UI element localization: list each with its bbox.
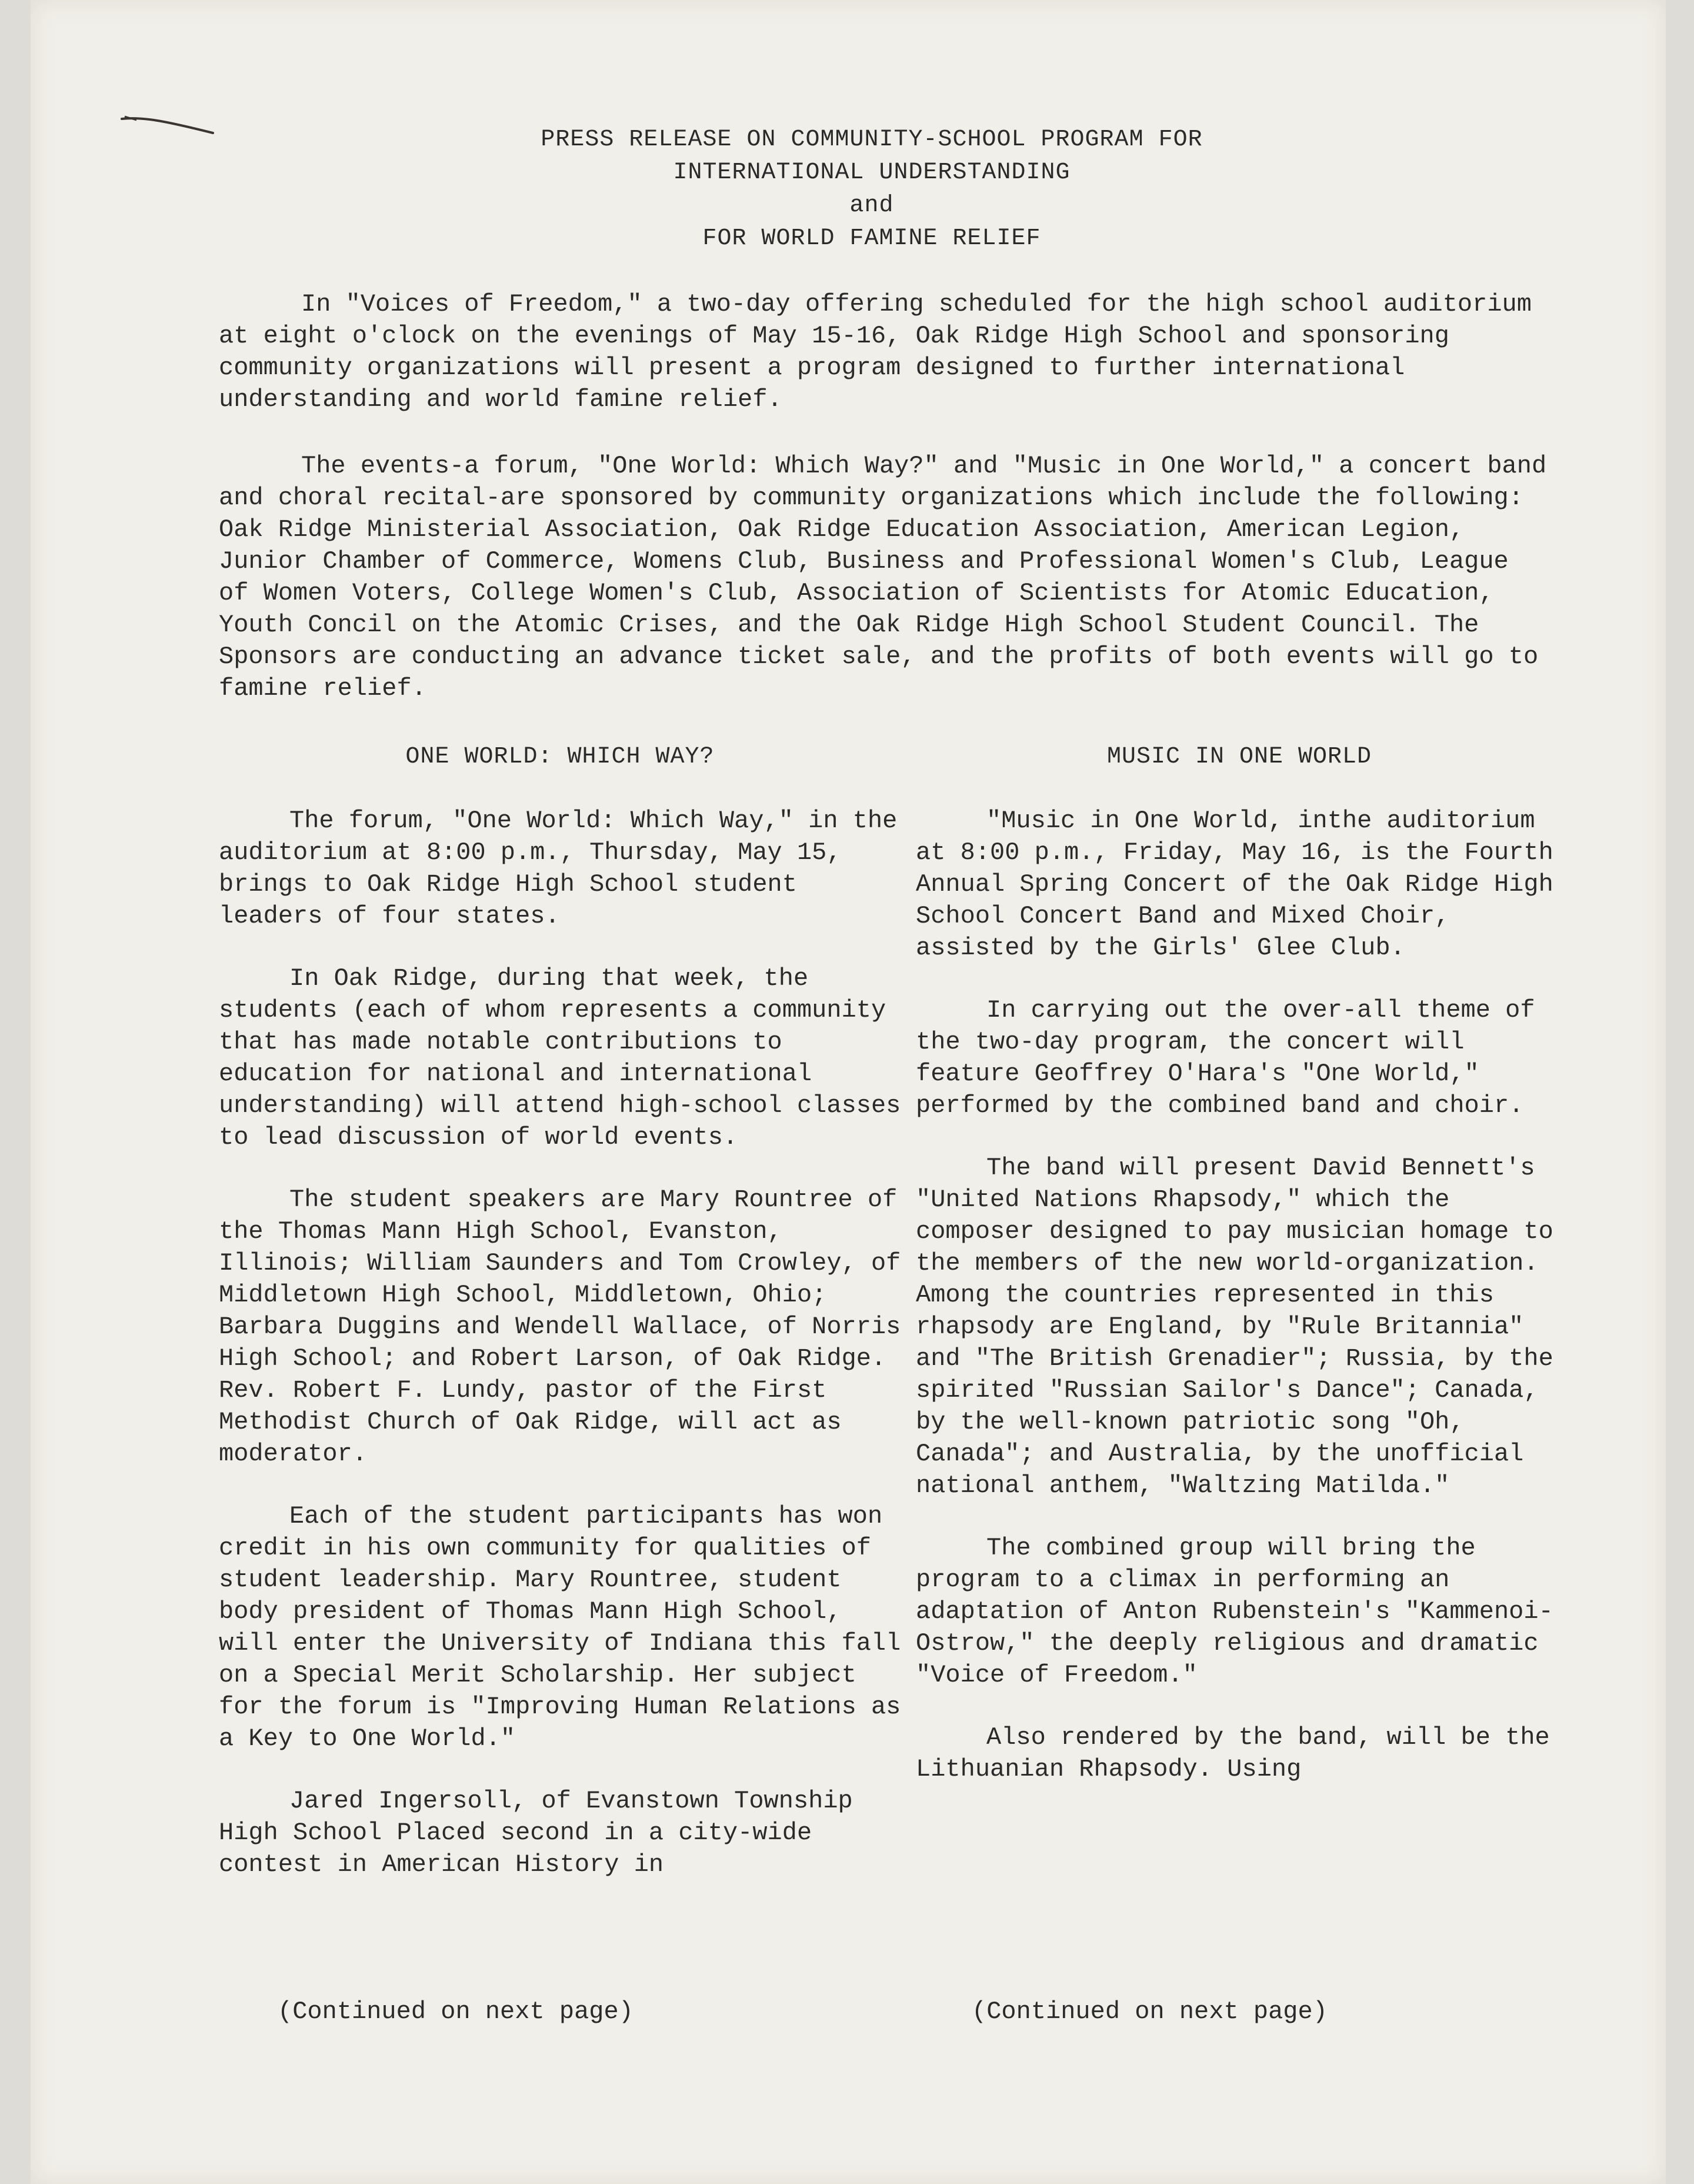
intro-paragraph-1-block <box>219 288 1548 415</box>
right-continued-note: (Continued on next page) <box>972 1997 1328 2026</box>
left-column-heading: ONE WORLD: WHICH WAY? <box>405 744 715 770</box>
heading-line-1: PRESS RELEASE ON COMMUNITY-SCHOOL PROGRAM FOR <box>541 126 1203 153</box>
left-paragraph-4: Each of the student participants has won credit in his own community for qualities of student leadership. Mary Rountree, student body president of Thomas Mann High School, will enter the University of Indiana this fall on a Special Merit Scholarship. Her subject for the forum is "Improving Human Relations as a Key to One World." <box>219 1502 901 1753</box>
heading-line-3: and <box>849 192 894 219</box>
pen-mark-decoration <box>119 112 219 135</box>
left-paragraph-3: The student speakers are Mary Rountree of the Thomas Mann High School, Evanston, Illinois; William Saunders and Tom Crowley, of Middletown High School, Middletown, Ohio; Barbara Duggins and Wendell Wallace, of Norris High School; and Robert Larson, of Oak Ridge. Rev. Robert F. Lundy, pastor of the First Methodist Church of Oak Ridge, will act as moderator. <box>219 1186 901 1468</box>
left-paragraph-2: In Oak Ridge, during that week, the students (each of whom represents a community that has made notable contributions to education for national and international understanding) will attend high-school classes to lead discussion of world events. <box>219 964 901 1151</box>
right-paragraph-4: The combined group will bring the program to a climax in performing an adaptation of Anton Rubenstein's "Kammenoi-Ostrow," the deeply religious and dramatic "Voice of Freedom." <box>916 1534 1553 1689</box>
right-column <box>916 741 1563 1816</box>
right-paragraph-5: Also rendered by the band, will be the Lithuanian Rhapsody. Using <box>916 1723 1550 1783</box>
left-column <box>219 741 901 1911</box>
right-paragraph-1: "Music in One World, inthe auditorium at 8:00 p.m., Friday, May 16, is the Fourth Annual Spring Concert of the Oak Ridge High School Concert Band and Mixed Choir, assisted by the Girls' Glee Club. <box>916 807 1553 962</box>
left-paragraph-1: The forum, "One World: Which Way," in the auditorium at 8:00 p.m., Thursday, May 15, brings to Oak Ridge High School student leaders of four states. <box>219 807 898 930</box>
heading-line-4: FOR WORLD FAMINE RELIEF <box>702 225 1041 252</box>
left-continued-note: (Continued on next page) <box>278 1997 633 2026</box>
right-paragraph-2: In carrying out the over-all theme of the two-day program, the concert will feature Geoffrey O'Hara's "One World," performed by the combined band and choir. <box>916 996 1535 1120</box>
document-page <box>31 0 1666 2184</box>
press-release-heading <box>384 124 1360 255</box>
intro-paragraph-1: In "Voices of Freedom," a two-day offering scheduled for the high school auditorium at eight o'clock on the evenings of May 15-16, Oak Ridge High School and sponsoring community organizations will present a program designed to further international understanding and world famine relief. <box>219 290 1532 414</box>
heading-line-2: INTERNATIONAL UNDERSTANDING <box>673 159 1071 186</box>
right-column-heading: MUSIC IN ONE WORLD <box>1106 744 1372 770</box>
intro-paragraph-2-block <box>219 450 1548 704</box>
left-paragraph-5: Jared Ingersoll, of Evanstown Township High School Placed second in a city-wide contest in American History in <box>219 1787 853 1879</box>
right-paragraph-3: The band will present David Bennett's "United Nations Rhapsody," which the composer designed to pay musician homage to the members of the new world-organization. Among the countries represented in this rhapsody are England, by "Rule Britannia" and "The British Grenadier"; Russia, by the spirited "Russian Sailor's Dance"; Canada, by the well-known patriotic song "Oh, Canada"; and Australia, by the unofficial national anthem, "Waltzing Matilda." <box>916 1154 1553 1500</box>
intro-paragraph-2: The events-a forum, "One World: Which Way?" and "Music in One World," a concert band and choral recital-are sponsored by community organizations which include the following: Oak Ridge Ministerial Association, Oak Ridge Education Association, American Legion, Junior Chamber of Commerce, Womens Club, Business and Professional Women's Club, League of Women Voters, College Women's Club, Association of Scientists for Atomic Education, Youth Concil on the Atomic Crises, and the Oak Ridge High School Student Council. The Sponsors are conducting an advance ticket sale, and the profits of both events will go to famine relief. <box>219 452 1547 703</box>
